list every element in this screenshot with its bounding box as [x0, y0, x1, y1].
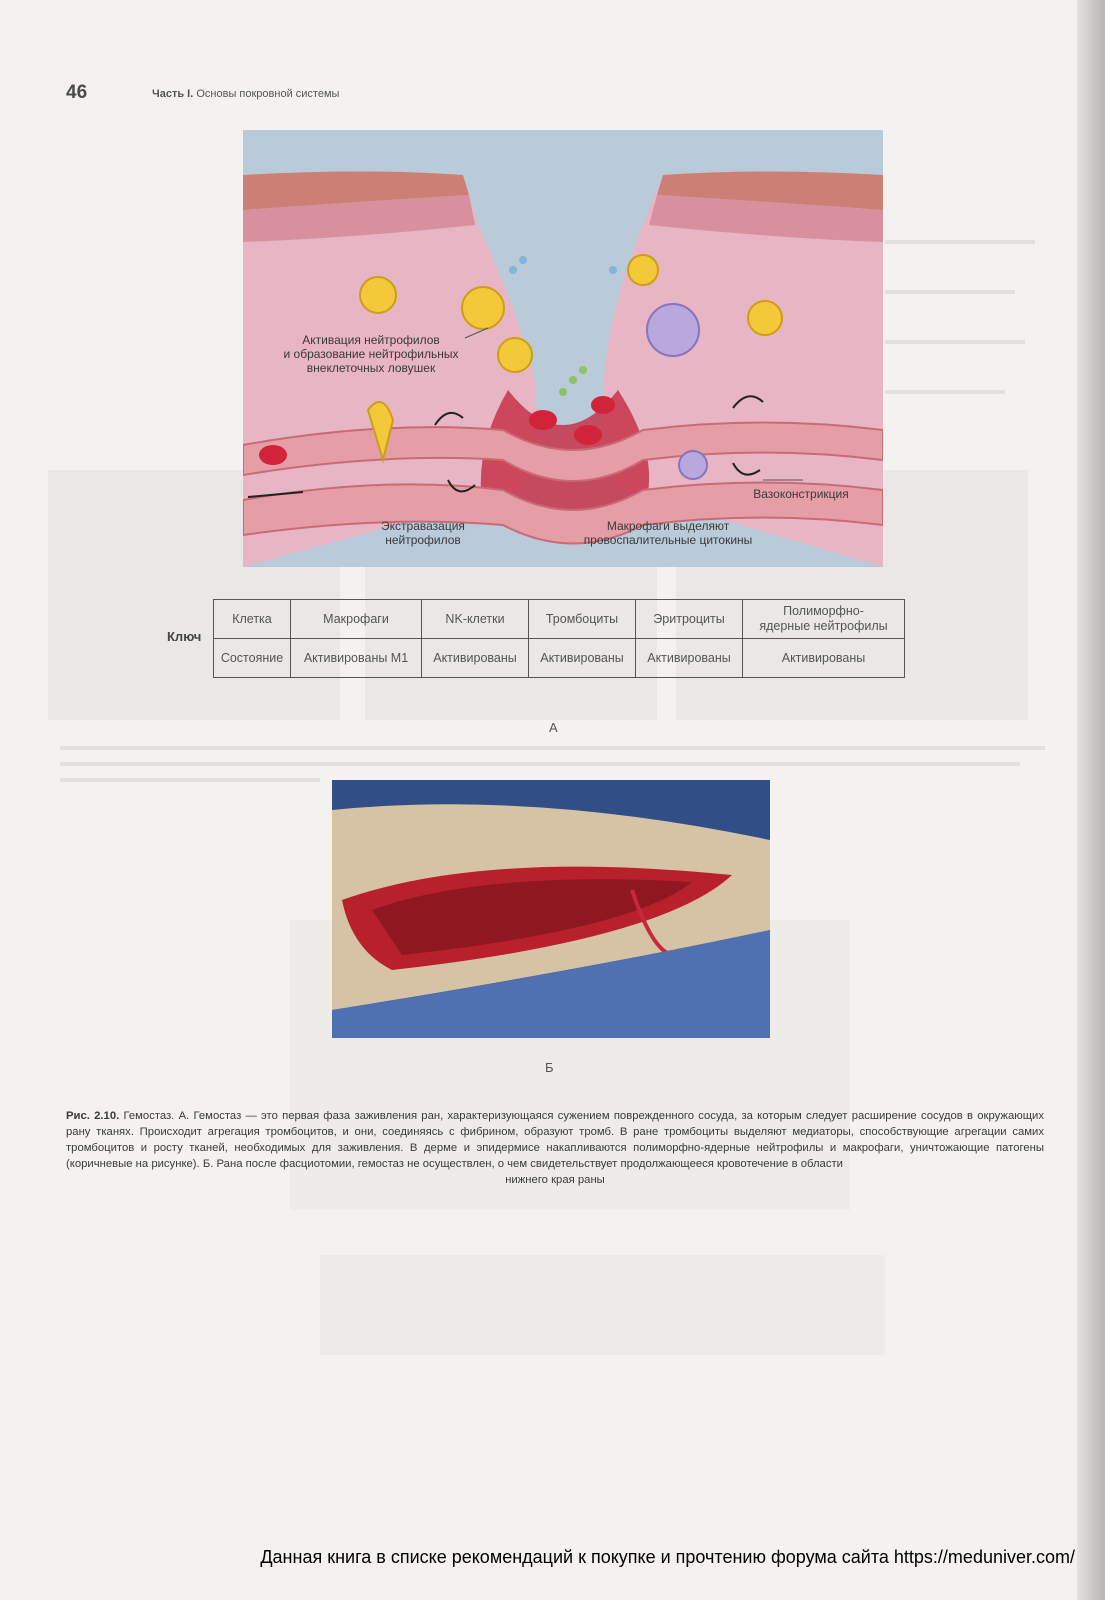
figure-caption [66, 1108, 1044, 1188]
hemostasis-illustration [243, 130, 883, 567]
neutrophil-cell [748, 301, 782, 335]
key-cell: NK-клетки [422, 600, 529, 639]
key-cell: Клетка [214, 600, 291, 639]
key-cell: Активированы M1 [291, 639, 422, 678]
bleed-through-line [60, 762, 1020, 766]
key-cell-line: ядерные нейтрофилы [759, 619, 888, 633]
caption-text: Гемостаз. А. Гемостаз — это первая фаза заживления ран, характеризующаяся сужением поврежденного сосуда, за которым следует расширение сосудов в окружающих рану тканях. Происходит агрегация тромбоцитов, и они, соединяясь с фибрином, образуют тромб. В ране тромбоциты выделяют медиаторы, способствующие агрегации самих тромбоцитов и росту тканей, необходимых для заживления. В дерме и эпидермисе накапливаются полиморфно-ядерные нейтрофилы и макрофаги, уничтожающие патогены (коричневые на рисунке). Б. Рана после фасциотомии, гемостаз не осуществлен, о чем свидетельствует продолжающееся кровотечение в области [66, 1110, 1044, 1170]
key-table [213, 599, 905, 678]
label-extravasation [348, 519, 498, 547]
part-label: Часть I. [152, 88, 194, 100]
cytokine-dot [609, 266, 617, 274]
macrophage-cell [647, 304, 699, 356]
figure-number: Рис. 2.10. [66, 1110, 120, 1122]
key-header-row [214, 600, 905, 639]
bleed-through-line [885, 390, 1005, 394]
key-cell: Активированы [743, 639, 905, 678]
erythrocyte [259, 445, 287, 465]
key-cell: Активированы [636, 639, 743, 678]
section-title: Основы покровной системы [196, 88, 340, 100]
label-line: Активация нейтрофилов [302, 333, 440, 347]
page-edge [1077, 0, 1105, 1600]
bleed-through-line [60, 778, 320, 782]
bleed-through-line [885, 240, 1035, 244]
bleed-through-line [60, 746, 1045, 750]
figure-b-sublabel: Б [545, 1060, 554, 1075]
key-label: Ключ [167, 629, 202, 644]
erythrocyte [574, 425, 602, 445]
cytokine-dot [569, 376, 577, 384]
label-line: и образование нейтрофильных [283, 347, 459, 361]
label-line: Экстравазация [381, 519, 465, 533]
cytokine-dot [579, 366, 587, 374]
key-cell: Эритроциты [636, 600, 743, 639]
neutrophil-cell [360, 277, 396, 313]
label-macrophages [553, 519, 783, 547]
key-cell: Тромбоциты [529, 600, 636, 639]
erythrocyte [591, 396, 615, 414]
key-state-row [214, 639, 905, 678]
key-cell [743, 600, 905, 639]
neutrophil-cell [462, 287, 504, 329]
figure-a-sublabel: А [549, 720, 558, 735]
label-neutrophil-activation [271, 333, 471, 375]
neutrophil-cell [628, 255, 658, 285]
label-line: внеклеточных ловушек [306, 361, 436, 375]
macrophage-cell [679, 451, 707, 479]
erythrocyte [529, 410, 557, 430]
label-line: Макрофаги выделяют [606, 519, 730, 533]
cytokine-dot [519, 256, 527, 264]
key-cell-line: Полиморфно- [783, 604, 864, 618]
bleed-through-panel [320, 1255, 885, 1355]
page-number: 46 [66, 82, 88, 103]
running-header [152, 88, 339, 100]
label-vasoconstriction: Вазоконстрикция [753, 487, 849, 501]
key-cell: Активированы [422, 639, 529, 678]
label-line: нейтрофилов [385, 533, 461, 547]
cytokine-dot [559, 388, 567, 396]
key-cell: Макрофаги [291, 600, 422, 639]
bleed-through-line [885, 290, 1015, 294]
wound-photo-art [332, 780, 770, 1038]
key-cell: Активированы [529, 639, 636, 678]
neutrophil-cell [498, 338, 532, 372]
wound-photo [332, 780, 770, 1038]
caption-last-line: нижнего края раны [505, 1174, 605, 1186]
bleed-through-line [885, 340, 1025, 344]
cytokine-dot [509, 266, 517, 274]
key-cell: Состояние [214, 639, 291, 678]
footer-note: Данная книга в списке рекомендаций к покупке и прочтению форума сайта https://meduniver.com/ [260, 1547, 1075, 1567]
label-line: провоспалительные цитокины [583, 533, 753, 547]
